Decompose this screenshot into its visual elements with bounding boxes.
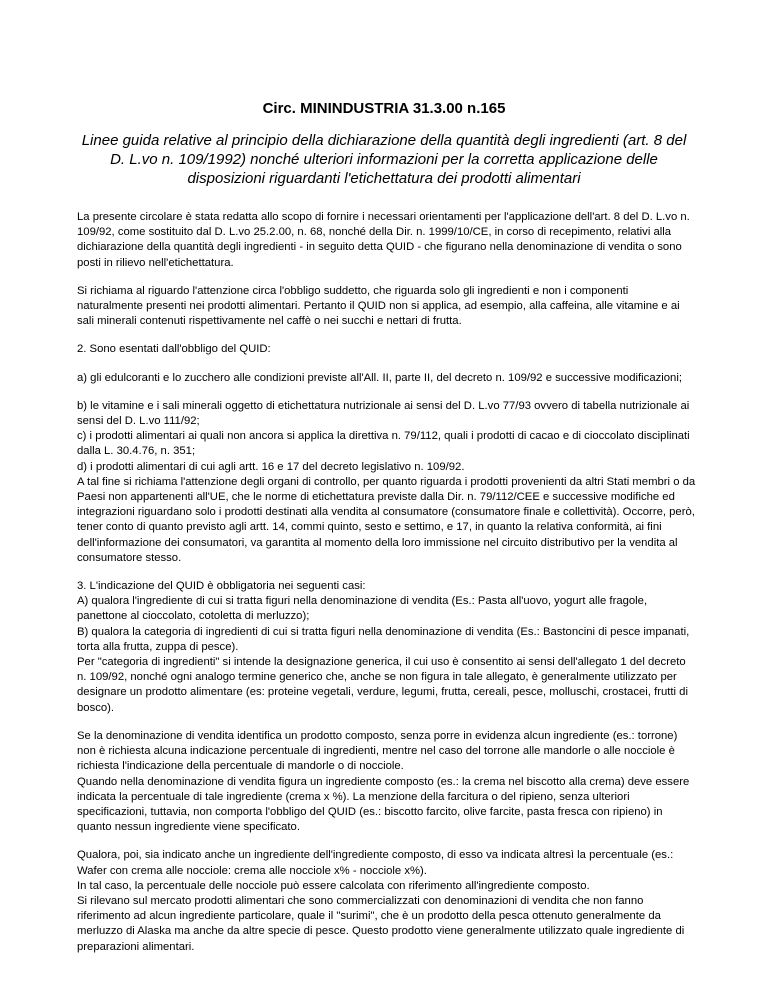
paragraph-exemptions-b-d: b) le vitamine e i sali minerali oggetto di etichettatura nutrizionale ai sensi del D. L.vo 77/93 ovvero di tabella nutrizionale ai sensi del D. L.vo 111/92; c) i prodotti alimentari ai quali non ancora si applica la direttiva n. 79/112, quali i prodotti di cacao e di cioccolato disciplinati dalla L. 30.4.76, n. 351; d) i prodotti alimentari di cui agli artt. 16 e 17 del decreto legislativo n. 109/92. A tal fine si richiama l'attenzione degli organi di controllo, per quanto riguarda i prodotti provenienti da altri Stati membri o da Paesi non appartenenti all'UE, che le norme di etichettatura previste dalla Dir. n. 79/112/CEE e successive modifiche ed integrazioni riguardano solo i prodotti destinati alla vendita al consumatore (consumatore finale e collettività). Occorre, però, tener conto di quanto previsto agli artt. 14, commi quinto, sesto e settimo, e 17, in quanto la relativa conformità, ai fini dell'informazione dei consumatori, va garantita al momento della loro immissione nel circuito distributivo per la vendita al consumatore stesso.	[77, 399, 696, 564]
document-body	[77, 210, 697, 968]
paragraph-intro: La presente circolare è stata redatta allo scopo di fornire i necessari orientamenti per l'applicazione dell'art. 8 del D. L.vo n. 109/92, come sostituito dal D. L.vo 25.2.00, n. 68, nonché della Dir. n. 1999/10/CE, in corso di recepimento, relativi alla dichiarazione della quantità degli ingredienti - in seguito detta QUID - che figurano nella denominazione di vendita o sono posti in rilievo nell'etichettatura.	[77, 211, 690, 269]
document-title: Circ. MININDUSTRIA 31.3.00 n.165	[262, 100, 506, 117]
paragraph-exemption-a: a) gli edulcoranti e lo zucchero alle condizioni previste all'All. II, parte II, del decreto n. 109/92 e successive modificazioni;	[77, 371, 682, 384]
paragraph-section-2-heading: 2. Sono esentati dall'obbligo del QUID:	[77, 343, 271, 356]
paragraph-composite-products: Se la denominazione di vendita identifica un prodotto composto, senza porre in evidenza alcun ingrediente (es.: torrone) non è richiesta alcuna indicazione percentuale di ingredienti, mentre nel caso del torrone alle mandorle o alle nocciole è richiesta l'indicazione della percentuale di mandorle o di nocciole. Quando nella denominazione di vendita figura un ingrediente composto (es.: la crema nel biscotto alla crema) deve essere indicata la percentuale di tale ingrediente (crema x %). La menzione della farcitura o del ripieno, senza ulteriori specificazioni, tuttavia, non comporta l'obbligo del QUID (es.: biscotto farcito, olive farcite, pasta fresca con ripieno) in quanto nessun ingrediente viene specificato.	[77, 729, 690, 834]
document-subtitle: Linee guida relative al principio della dichiarazione della quantità degli ingredienti (art. 8 del D. L.vo n. 109/1992) nonché ulteriori informazioni per la corretta applicazione delle disposizioni riguardanti l'etichettatura dei prodotti alimentari	[81, 132, 687, 187]
paragraph-composite-ingredient: Qualora, poi, sia indicato anche un ingrediente dell'ingrediente composto, di esso va indicata altresì la percentuale (es.: Wafer con crema alle nocciole: crema alle nocciole x% - nocciole x%). In tal caso, la percentuale delle nocciole può essere calcolata con riferimento all'ingrediente composto. Si rilevano sul mercato prodotti alimentari che sono commercializzati con denominazioni di vendita che non fanno riferimento ad alcun ingrediente particolare, quale il "surimi", che è un prodotto della pesca ottenuto generalmente da merluzzo di Alaska ma anche da altre specie di pesce. Questo prodotto viene generalmente utilizzato quale ingrediente di preparazioni alimentari.	[77, 849, 685, 953]
paragraph-section-3: 3. L'indicazione del QUID è obbligatoria nei seguenti casi: A) qualora l'ingrediente di cui si tratta figuri nella denominazione di vendita (Es.: Pasta all'uovo, yogurt alle fragole, panettone al cioccolato, cotoletta di merluzzo); B) qualora la categoria di ingredienti di cui si tratta figuri nella denominazione di vendita (Es.: Bastoncini di pesce impanati, torta alla frutta, zuppa di pesce). Per "categoria di ingredienti" si intende la designazione generica, il cui uso è consentito ai sensi dell'allegato 1 del decreto n. 109/92, nonché ogni analogo termine generico che, anche se non figura in tale allegato, è generalmente utilizzato per designare un prodotto alimentare (es: proteine vegetali, verdure, legumi, frutta, cereali, pesce, molluschi, crostacei, frutti di bosco).	[77, 580, 690, 714]
paragraph-quid-scope: Si richiama al riguardo l'attenzione circa l'obbligo suddetto, che riguarda solo gli ingredienti e non i componenti naturalmente presenti nei prodotti alimentari. Pertanto il QUID non si applica, ad esempio, alla caffeina, alle vitamine e ai sali minerali contenuti rispettivamente nel caffè o nei succhi e nettari di frutta.	[77, 284, 680, 328]
